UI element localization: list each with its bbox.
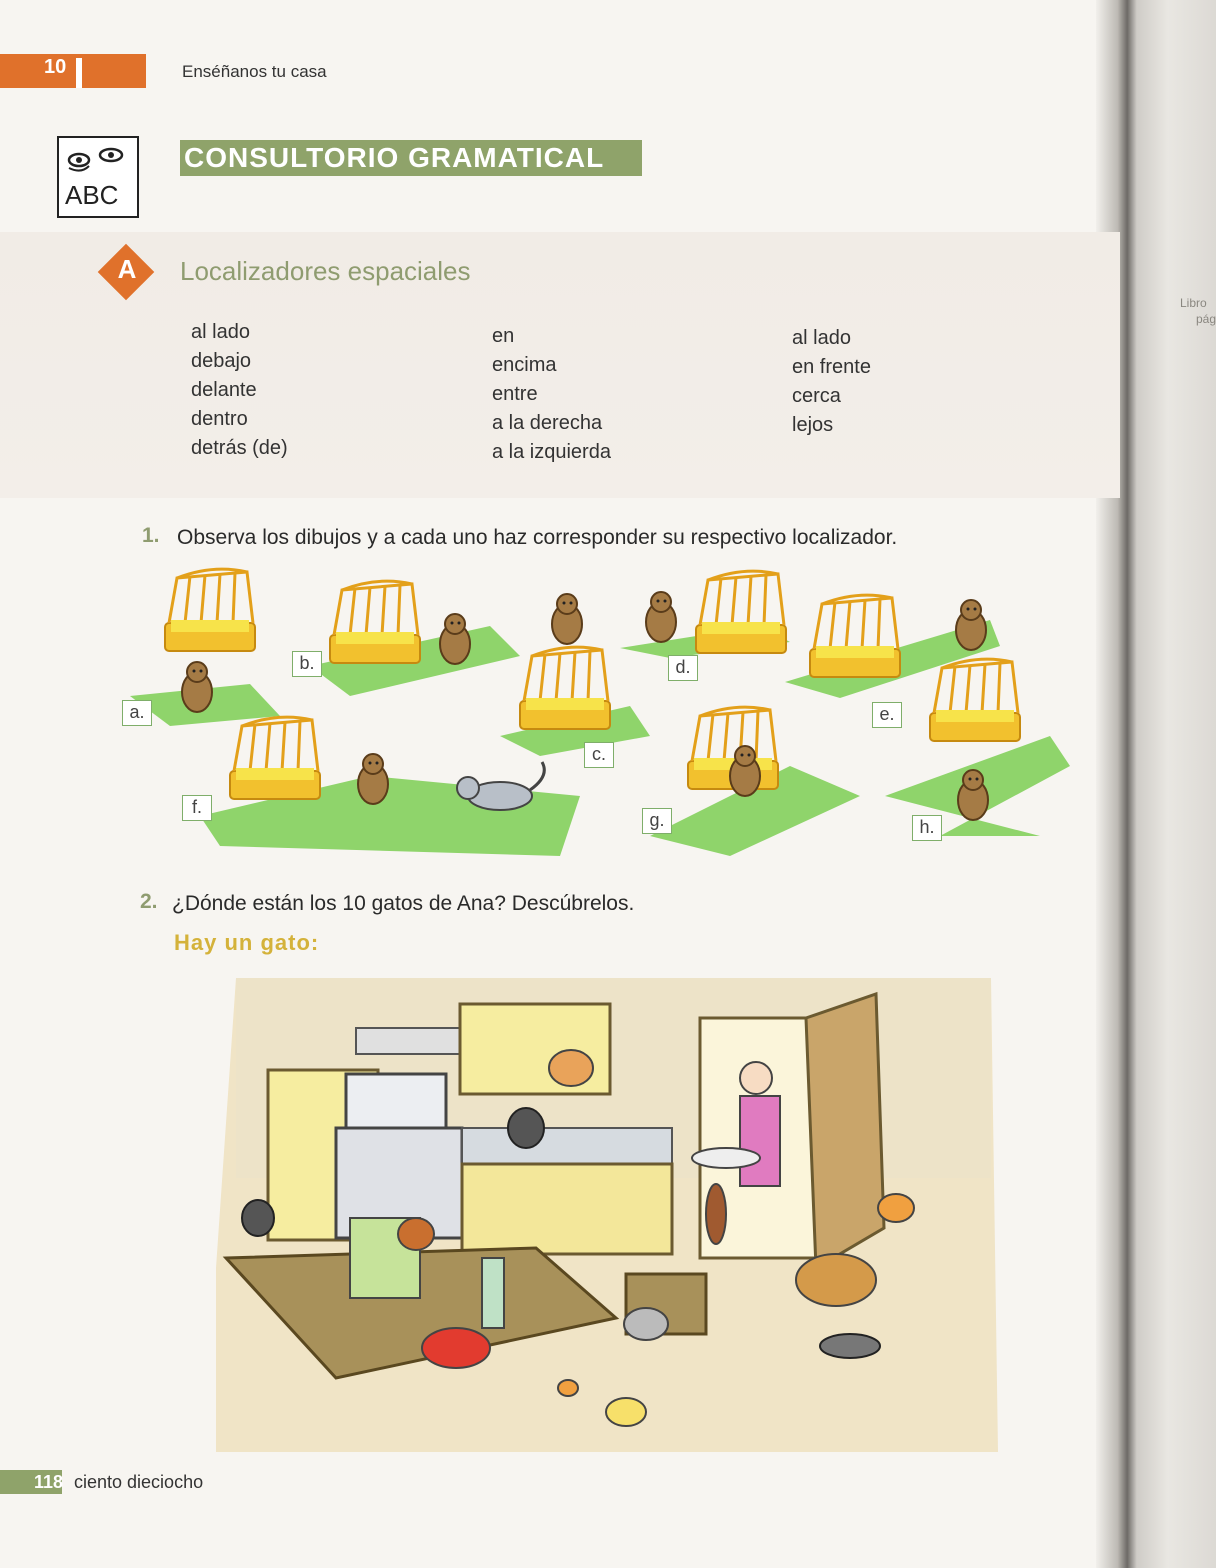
scene-label-g: g. bbox=[642, 808, 672, 834]
kitchen-illustration bbox=[216, 978, 998, 1452]
locator-item: a la derecha bbox=[492, 412, 603, 434]
header-tab bbox=[0, 54, 146, 88]
locators-column-2 bbox=[492, 322, 611, 467]
scene-label-b: b. bbox=[292, 651, 322, 677]
exercise-1-number: 1. bbox=[142, 524, 160, 547]
locator-item: a la izquierda bbox=[492, 441, 611, 463]
scene-label-h: h. bbox=[912, 815, 942, 841]
locator-item: encima bbox=[492, 354, 557, 376]
footer-page-words: ciento dieciocho bbox=[74, 1472, 204, 1492]
locator-item: en bbox=[492, 325, 515, 347]
subsection-title: Localizadores espaciales bbox=[180, 256, 471, 286]
locators-column-3 bbox=[792, 324, 871, 440]
grammar-icon bbox=[57, 136, 139, 218]
exercise-2-subtitle: Hay un gato: bbox=[174, 930, 320, 955]
exercise-1-instruction: Observa los dibujos y a cada uno haz corresponder su respectivo localizador. bbox=[177, 526, 898, 549]
scene-label-e: e. bbox=[872, 702, 902, 728]
exercise-2-number: 2. bbox=[140, 890, 158, 913]
abc-icon-text: ABC bbox=[65, 180, 119, 210]
locator-item: entre bbox=[492, 383, 538, 405]
subsection-letter: A bbox=[117, 254, 137, 284]
header-divider bbox=[76, 58, 82, 88]
locator-item: lejos bbox=[792, 414, 834, 436]
scene-label-c: c. bbox=[584, 742, 614, 768]
locator-item: al lado bbox=[792, 327, 851, 349]
section-banner bbox=[180, 140, 642, 176]
scene-label-a: a. bbox=[122, 700, 152, 726]
locator-item: delante bbox=[191, 379, 257, 401]
locator-item: cerca bbox=[792, 385, 841, 407]
locator-item: al lado bbox=[191, 321, 250, 343]
side-page-text-1: Libro bbox=[1180, 296, 1207, 310]
locators-column-1 bbox=[191, 318, 288, 463]
locator-item: en frente bbox=[792, 356, 871, 378]
section-title: CONSULTORIO GRAMATICAL bbox=[184, 142, 605, 173]
locator-item: dentro bbox=[191, 408, 248, 430]
unit-number: 10 bbox=[44, 56, 67, 78]
unit-title: Enséñanos tu casa bbox=[182, 62, 327, 81]
side-page-text-2: pág bbox=[1196, 312, 1216, 326]
scene-label-d: d. bbox=[668, 655, 698, 681]
locator-item: debajo bbox=[191, 350, 252, 372]
exercise-2-instruction: ¿Dónde están los 10 gatos de Ana? Descúbrelos. bbox=[172, 892, 635, 915]
scene-label-f: f. bbox=[182, 795, 212, 821]
locator-item: detrás (de) bbox=[191, 437, 288, 459]
footer-page-number: 118 bbox=[34, 1472, 64, 1492]
